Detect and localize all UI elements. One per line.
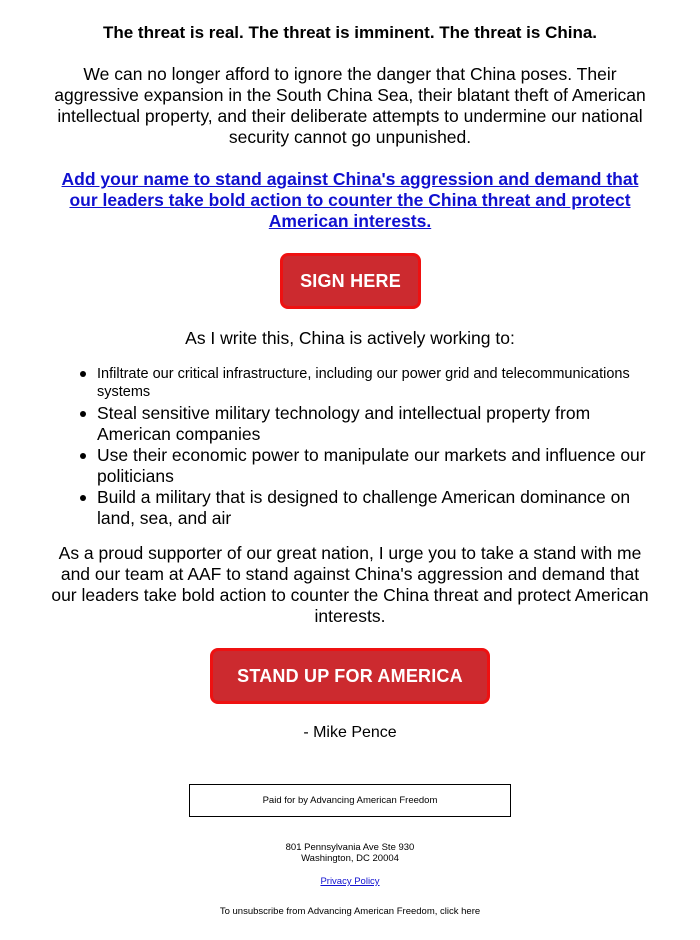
bullet-icon xyxy=(80,495,86,501)
intro-paragraph: We can no longer afford to ignore the danger that China poses. Their aggressive expansion in the South China Sea, their blatant theft of American intellectual property, and their deliberate attempts to undermine our national security cannot go unpunished. xyxy=(54,64,646,147)
bullet-icon xyxy=(80,411,86,417)
list-item xyxy=(97,487,657,529)
add-your-name-link[interactable]: Add your name to stand against China's aggression and demand that our leaders take bold action to counter the China threat and protect American interests. xyxy=(61,169,639,231)
privacy-policy-row xyxy=(0,876,700,887)
headline: The threat is real. The threat is imminent. The threat is China. xyxy=(102,23,598,42)
list-item-text: Build a military that is designed to challenge American dominance on land, sea, and air xyxy=(97,487,631,528)
closing-paragraph: As a proud supporter of our great nation, I urge you to take a stand with me and our team at AAF to stand against China's aggression and demand that our leaders take bold action to counter the China threat and protect American interests. xyxy=(51,543,649,626)
paid-for-disclaimer: Paid for by Advancing American Freedom xyxy=(189,784,511,817)
sign-here-button[interactable]: SIGN HERE xyxy=(280,253,421,309)
list-item-text: Infiltrate our critical infrastructure, including our power grid and telecommunications systems xyxy=(97,366,630,400)
bullet-icon xyxy=(80,371,86,377)
lead-paragraph: As I write this, China is actively working to: xyxy=(185,328,515,348)
signature: - Mike Pence xyxy=(303,724,397,741)
address-line-1: 801 Pennsylvania Ave Ste 930 xyxy=(285,842,415,853)
list-item-text: Use their economic power to manipulate our markets and influence our politicians xyxy=(97,445,646,486)
stand-up-for-america-button[interactable]: STAND UP FOR AMERICA xyxy=(210,648,490,704)
unsubscribe-link[interactable]: To unsubscribe from Advancing American Freedom, click here xyxy=(219,906,481,917)
list-item xyxy=(97,403,657,445)
address-line-2: Washington, DC 20004 xyxy=(301,853,399,864)
list-item-text: Steal sensitive military technology and intellectual property from American companies xyxy=(97,403,591,444)
threat-list xyxy=(97,365,657,529)
list-item xyxy=(97,365,657,401)
bullet-icon xyxy=(80,453,86,459)
mailing-address xyxy=(0,842,700,864)
privacy-policy-link[interactable]: Privacy Policy xyxy=(320,876,380,887)
list-item xyxy=(97,445,657,487)
